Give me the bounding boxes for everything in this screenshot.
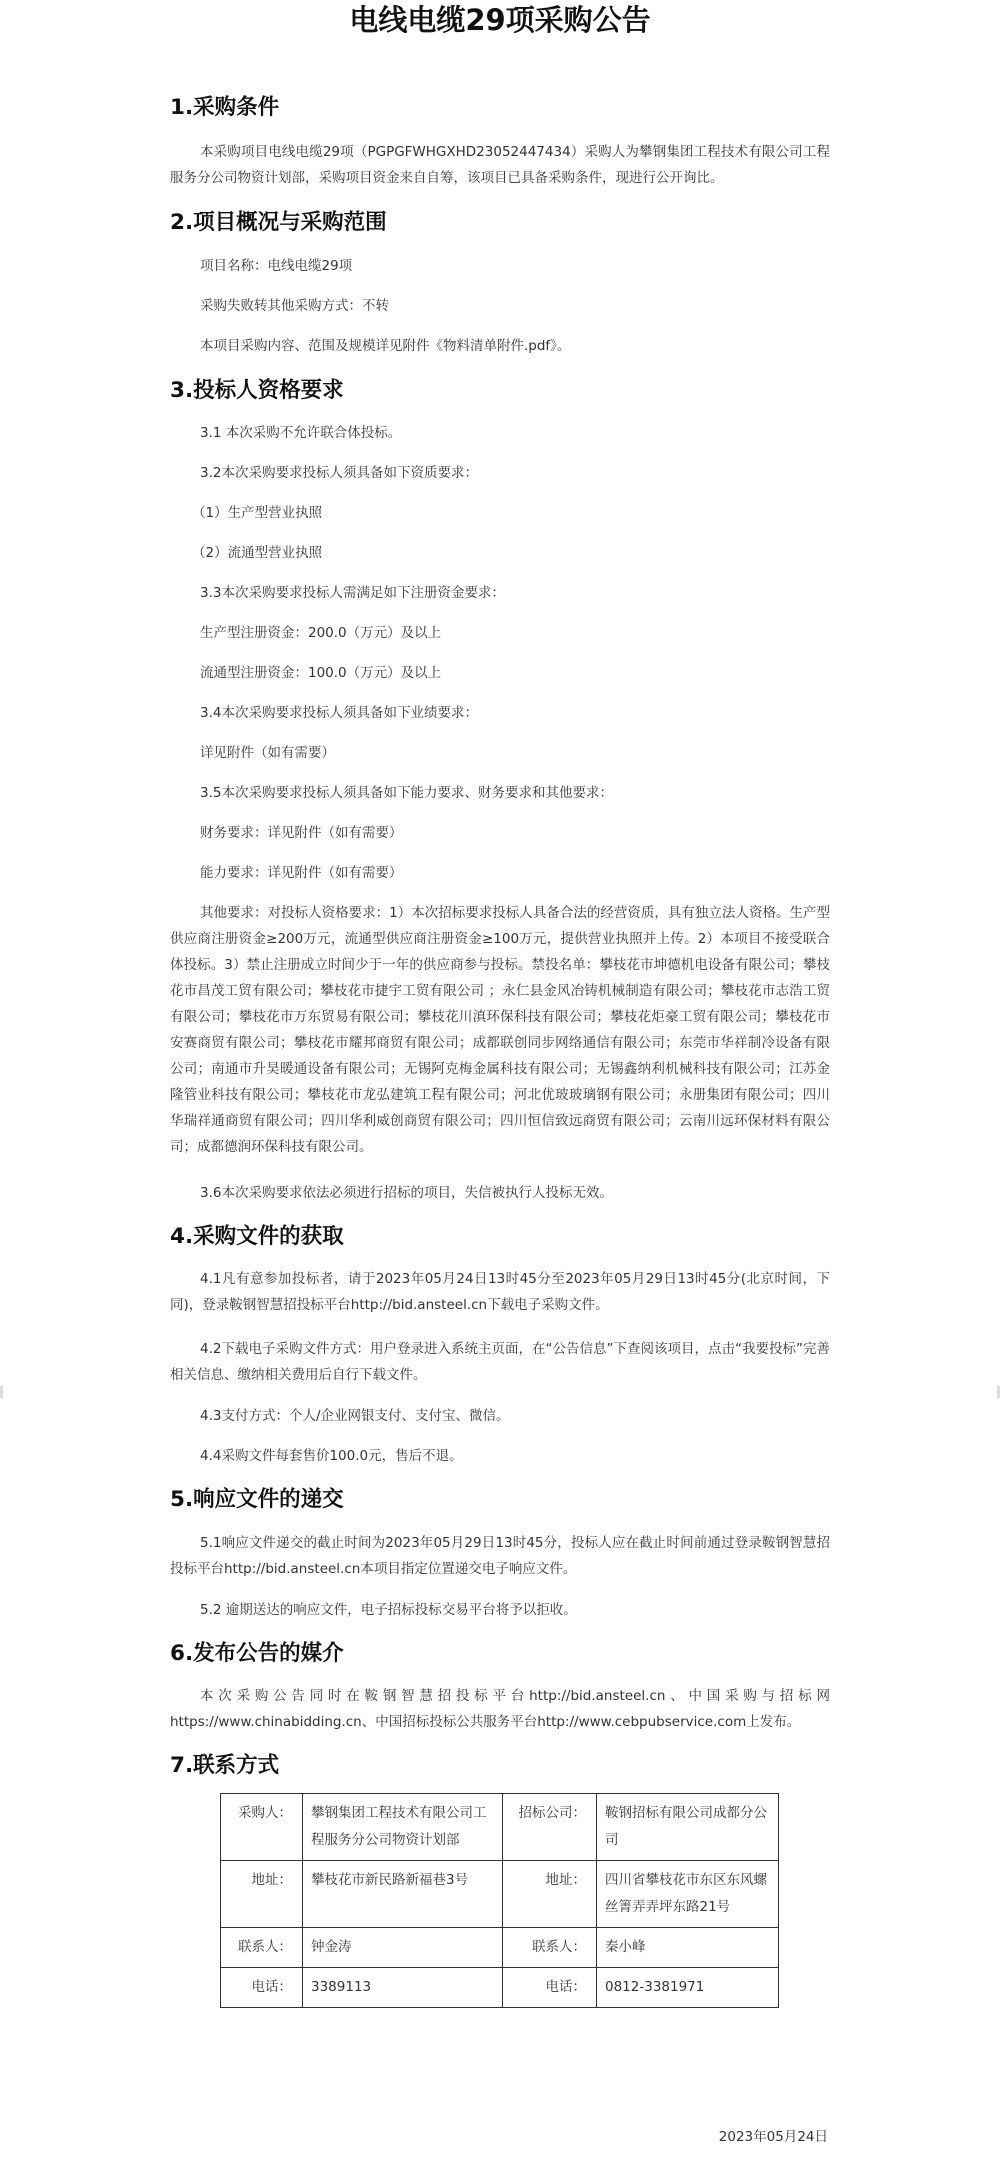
paragraph: 4.2下载电子采购文件方式：用户登录进入系统主页面，在“公告信息”下查阅该项目，点击“我要投标”完善相关信息、缴纳相关费用后自行下载文件。: [170, 1341, 830, 1383]
table-cell-label: 招标公司：: [503, 1794, 597, 1861]
paragraph: 5.2 逾期送达的响应文件，电子招标投标交易平台将予以拒收。: [200, 1602, 577, 1618]
paragraph: 3.5本次采购要求投标人须具备如下能力要求、财务要求和其他要求：: [200, 785, 613, 801]
paragraph: 3.4本次采购要求投标人须具备如下业绩要求：: [200, 705, 478, 721]
contact-table: [220, 1793, 779, 2008]
paragraph: 4.3支付方式：个人/企业网银支付、支付宝、微信。: [200, 1408, 510, 1424]
paragraph: 财务要求：详见附件（如有需要）: [200, 825, 403, 841]
table-row: [221, 1794, 779, 1861]
paragraph: （1）生产型营业执照: [192, 505, 323, 521]
paragraph: 项目名称：电线电缆29项: [200, 258, 353, 274]
table-cell-value: 3389113: [303, 1968, 503, 2008]
section-heading-contact: 7.联系方式: [170, 1753, 280, 1778]
paragraph: 4.1凡有意参加投标者，请于2023年05月24日13时45分至2023年05月29日13时45分(北京时间，下同)，登录鞍钢智慧招投标平台http://bid.ansteel.cn下载电子采购文件。: [170, 1271, 830, 1313]
paragraph: 生产型注册资金：200.0（万元）及以上: [200, 625, 442, 641]
paragraph: 能力要求：详见附件（如有需要）: [200, 865, 403, 881]
paragraph: 3.3本次采购要求投标人需满足如下注册资金要求：: [200, 585, 505, 601]
section-heading-document-acquisition: 4.采购文件的获取: [170, 1224, 344, 1249]
table-cell-value: 钟金涛: [303, 1928, 503, 1968]
table-cell-label: 电话：: [221, 1968, 303, 2008]
table-cell-label: 地址：: [221, 1861, 303, 1928]
table-cell-label: 电话：: [503, 1968, 597, 2008]
table-cell-value: 鞍钢招标有限公司成都分公司: [597, 1794, 779, 1861]
paragraph: 3.1 本次采购不允许联合体投标。: [200, 425, 402, 441]
table-cell-value: 攀钢集团工程技术有限公司工程服务分公司物资计划部: [303, 1794, 503, 1861]
publish-date: 2023年05月24日: [718, 2129, 828, 2145]
table-cell-value: 攀枝花市新民路新福巷3号: [303, 1861, 503, 1928]
paragraph: 本次采购公告同时在鞍钢智慧招投标平台http://bid.ansteel.cn、中国采购与招标网https://www.chinabidding.cn、中国招标投标公共服务平台http://www.cebpubservice.com上发布。: [170, 1688, 830, 1730]
table-cell-value: 0812-3381971: [597, 1968, 779, 2008]
paragraph: 本采购项目电线电缆29项（PGPGFWHGXHD23052447434）采购人为攀钢集团工程技术有限公司工程服务分公司物资计划部，采购项目资金来自自筹，该项目已具备采购条件，现进行公开询比。: [170, 144, 830, 186]
section-heading-procurement-conditions: 1.采购条件: [170, 95, 280, 120]
page-title: 电线电缆29项采购公告: [349, 3, 651, 37]
paragraph: 流通型注册资金：100.0（万元）及以上: [200, 665, 442, 681]
section-heading-bidder-qualifications: 3.投标人资格要求: [170, 378, 344, 403]
paragraph: （2）流通型营业执照: [192, 545, 323, 561]
table-cell-label: 联系人：: [503, 1928, 597, 1968]
table-cell-value: 秦小峰: [597, 1928, 779, 1968]
table-cell-label: 联系人：: [221, 1928, 303, 1968]
paragraph: 5.1响应文件递交的截止时间为2023年05月29日13时45分，投标人应在截止时间前通过登录鞍钢智慧招投标平台http://bid.ansteel.cn本项目指定位置递交电子响应文件。: [170, 1535, 830, 1577]
paragraph: 4.4采购文件每套售价100.0元，售后不退。: [200, 1448, 463, 1464]
paragraph: 采购失败转其他采购方式：不转: [200, 298, 389, 314]
section-heading-publication-media: 6.发布公告的媒介: [170, 1641, 344, 1666]
table-cell-label: 地址：: [503, 1861, 597, 1928]
table-row: [221, 1928, 779, 1968]
paragraph: 本项目采购内容、范围及规模详见附件《物料清单附件.pdf》。: [200, 338, 571, 354]
paragraph: 3.6本次采购要求依法必须进行招标的项目，失信被执行人投标无效。: [200, 1185, 613, 1201]
paragraph: 3.2本次采购要求投标人须具备如下资质要求：: [200, 465, 478, 481]
paragraph: 详见附件（如有需要）: [200, 745, 335, 761]
table-cell-label: 采购人：: [221, 1794, 303, 1861]
section-heading-project-overview: 2.项目概况与采购范围: [170, 210, 387, 235]
table-row: [221, 1968, 779, 2008]
table-row: [221, 1861, 779, 1928]
left-edge-marker: [0, 1386, 3, 1398]
section-heading-response-submission: 5.响应文件的递交: [170, 1487, 344, 1512]
table-cell-value: 四川省攀枝花市东区东风螺丝箐弄弄坪东路21号: [597, 1861, 779, 1928]
paragraph: 其他要求：对投标人资格要求：1）本次招标要求投标人具备合法的经营资质，具有独立法人资格。生产型供应商注册资金≥200万元，流通型供应商注册资金≥100万元，提供营业执照并上传。2）本项目不接受联合体投标。3）禁止注册成立时间少于一年的供应商参与投标。禁投名单：攀枝花市坤德机电设备有限公司；攀枝花市昌茂工贸有限公司；攀枝花市捷宇工贸有限公司 ；永仁县金风冶铸机械制造有限公司；攀枝花市志浩工贸有限公司；攀枝花市万东贸易有限公司；攀枝花川滇环保科技有限公司；攀枝花炬豪工贸有限公司；攀枝花市安赛商贸有限公司；攀枝花市耀邦商贸有限公司；成都联创同步网络通信有限公司；东莞市华祥制冷设备有限公司；南通市升昊暖通设备有限公司；无锡阿克梅金属科技有限公司；无锡鑫纳利机械科技有限公司；江苏金隆管业科技有限公司；攀枝花市龙弘建筑工程有限公司；河北优玻玻璃钢有限公司；永册集团有限公司；四川华瑞祥通商贸有限公司；四川华利威创商贸有限公司；四川恒信致远商贸有限公司；云南川远环保材料有限公司；成都德润环保科技有限公司。: [170, 905, 830, 1155]
